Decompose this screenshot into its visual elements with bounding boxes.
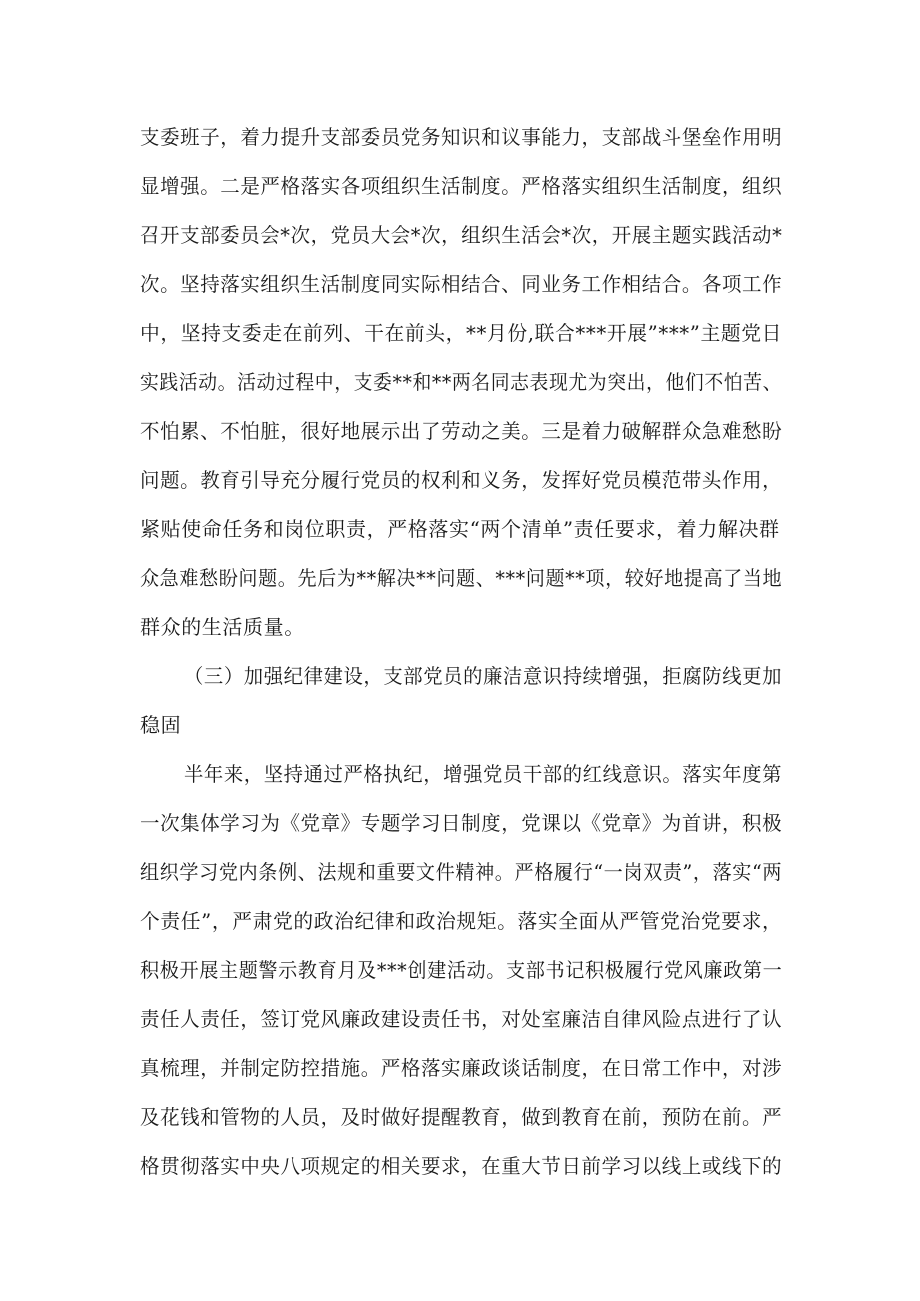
body-text-line: 格贯彻落实中央八项规定的相关要求，在重大节日前学习以线上或线下的 <box>140 1154 783 1178</box>
body-text-line: 群众的生活质量。 <box>140 615 305 639</box>
body-text-line: 及花钱和管物的人员，及时做好提醒教育，做到教育在前，预防在前。严 <box>140 1105 783 1129</box>
body-text-line: 次。坚持落实组织生活制度同实际相结合、同业务工作相结合。各项工作 <box>140 272 783 296</box>
body-text-line: 半年来，坚持通过严格执纪，增强党员干部的红线意识。落实年度第 <box>184 762 782 786</box>
body-text-line: 中，坚持支委走在前列、干在前头，**月份,联合***开展”***”主题党日 <box>140 321 783 345</box>
body-text-line: 组织学习党内条例、法规和重要文件精神。严格履行“一岗双责”，落实“两 <box>140 860 783 884</box>
body-text-line: 积极开展主题警示教育月及***创建活动。支部书记积极履行党风廉政第一 <box>140 958 783 982</box>
body-text-line: 紧贴使命任务和岗位职责，严格落实“两个清单”责任要求，着力解决群 <box>140 517 780 541</box>
body-text-line: 支委班子，着力提升支部委员党务知识和议事能力，支部战斗堡垒作用明 <box>140 125 783 149</box>
body-text-line: 责任人责任，签订党风廉政建设责任书，对处室廉洁自律风险点进行了认 <box>140 1007 783 1031</box>
body-text-line: 实践活动。活动过程中，支委**和**两名同志表现尤为突出，他们不怕苦、 <box>140 370 782 394</box>
body-text-line: 一次集体学习为《党章》专题学习日制度，党课以《党章》为首讲，积极 <box>140 811 783 835</box>
body-text-line: 不怕累、不怕脏，很好地展示出了劳动之美。三是着力破解群众急难愁盼 <box>140 419 783 443</box>
body-text-line: 召开支部委员会*次，党员大会*次，组织生活会*次，开展主题实践活动* <box>140 223 783 247</box>
body-text-line: 个责任”，严肃党的政治纪律和政治规矩。落实全面从严管党治党要求， <box>140 909 783 933</box>
body-text-line: 真梳理，并制定防控措施。严格落实廉政谈话制度，在日常工作中，对涉 <box>140 1056 783 1080</box>
body-text-line: 显增强。二是严格落实各项组织生活制度。严格落实组织生活制度，组织 <box>140 174 783 198</box>
section-heading-line: 稳固 <box>140 713 182 737</box>
body-text-line: 众急难愁盼问题。先后为**解决**问题、***问题**项，较好地提高了当地 <box>140 566 783 590</box>
body-text-line: 问题。教育引导充分履行党员的权利和义务，发挥好党员模范带头作用， <box>140 468 783 492</box>
section-heading-line: （三）加强纪律建设，支部党员的廉洁意识持续增强，拒腐防线更加 <box>184 664 782 688</box>
